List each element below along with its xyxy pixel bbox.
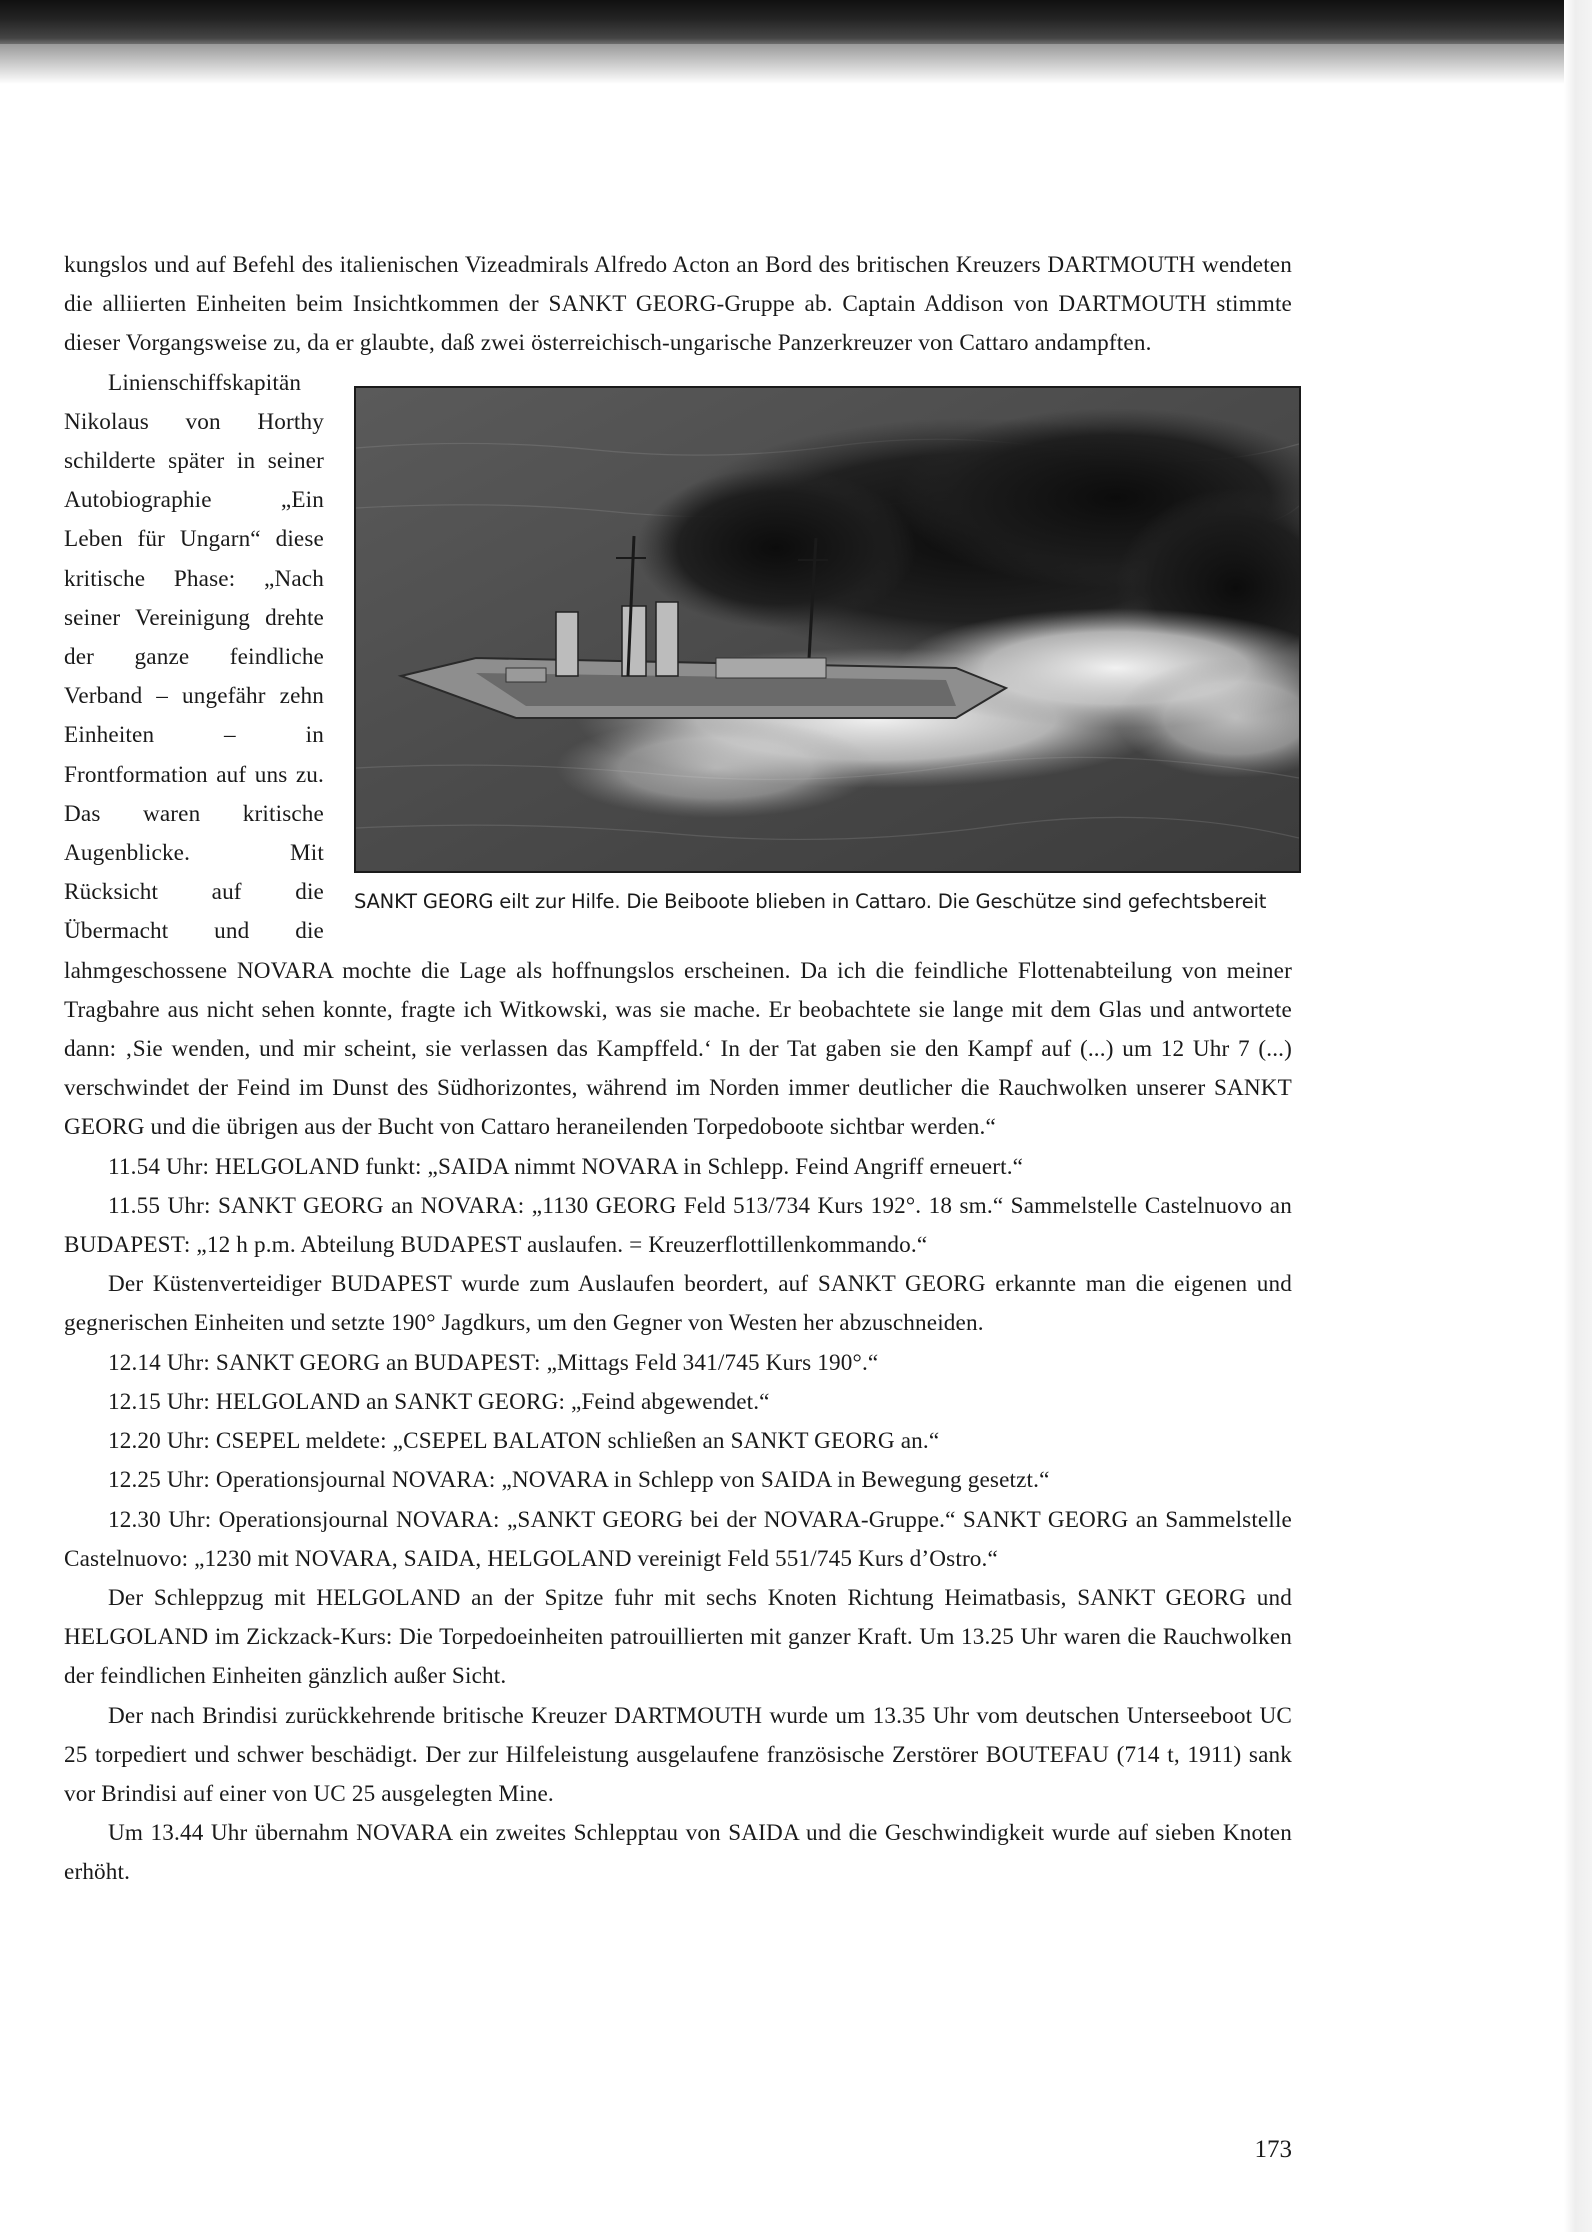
paragraph: Der Schleppzug mit HELGOLAND an der Spitze fuhr mit sechs Knoten Richtung Heimatbasis, SANKT GEORG und HELGOLAND im Zickzack-Kurs: Die Torpedoeinheiten patrouillierten mit ganzer Kraft. Um 13.25 Uhr waren die Rauchwolken der feindlichen Einheiten gänzlich außer Sicht. bbox=[64, 1584, 1292, 1690]
paragraph: 12.25 Uhr: Operationsjournal NOVARA: „NOVARA in Schlepp von SAIDA in Bewegung gesetzt.“ bbox=[108, 1467, 1050, 1494]
paragraph: Linienschiffskapitän Nikolaus von Horthy schilderte später in seiner Autobiographie „Ein Leben für Ungarn“ diese kritische Phase: „Nach seiner Vereinigung drehte der ganze feindliche Verband – ungefähr zehn Einheiten – in Frontformation auf uns zu. Das waren kritische Augenblicke. Mit Rücksicht auf die Übermacht und die lahmgeschossene NOVARA mochte die Lage als hoffnungslos erscheinen. Da ich die feindliche Flottenabteilung von meiner Tragbahre aus nicht sehen konnte, fragte ich Witkowski, was sie mache. Er beobachtete sie lange mit dem Glas und antwortete dann: ‚Sie wenden, und mir scheint, sie verlassen das Kampffeld.‘ In der Tat gaben sie den Kampf auf (...) um 12 Uhr 7 (...) verschwindet der Feind im Dunst des Südhorizontes, während im Norden immer deutlicher die Rauchwolken unserer SANKT GEORG und die übrigen aus der Bucht von Cattaro heraneilenden Torpedoboote sichtbar werden.“ bbox=[64, 369, 1292, 1141]
ship-photo bbox=[354, 386, 1301, 873]
page-number: 173 bbox=[1254, 2136, 1292, 2163]
paragraph: 11.54 Uhr: HELGOLAND funkt: „SAIDA nimmt NOVARA in Schlepp. Feind Angriff erneuert.“ bbox=[108, 1153, 1024, 1180]
paragraph: 11.55 Uhr: SANKT GEORG an NOVARA: „1130 GEORG Feld 513/734 Kurs 192°. 18 sm.“ Sammelstelle Castelnuovo an BUDAPEST: „12 h p.m. Abteilung BUDAPEST auslaufen. = Kreuzerflottillenkommando.“ bbox=[64, 1192, 1292, 1259]
paragraph: kungslos und auf Befehl des italienischen Vizeadmirals Alfredo Acton an Bord des britischen Kreuzers DARTMOUTH wendeten die alliierten Einheiten beim Insichtkommen der SANKT GEORG-Gruppe ab. Captain Addison von DARTMOUTH stimmte dieser Vorgangsweise zu, da er glaubte, daß zwei österreichisch-ungarische Panzerkreuzer von Cattaro andampften. bbox=[64, 252, 1292, 357]
paragraph: Der Küstenverteidiger BUDAPEST wurde zum Auslaufen beordert, auf SANKT GEORG erkannte man die eigenen und gegnerischen Einheiten und setzte 190° Jagdkurs, um den Gegner von Westen her abzuschneiden. bbox=[64, 1271, 1292, 1337]
paragraph: 12.30 Uhr: Operationsjournal NOVARA: „SANKT GEORG bei der NOVARA-Gruppe.“ SANKT GEORG an Sammelstelle Castelnuovo: „1230 mit NOVARA, SAIDA, HELGOLAND vereinigt Feld 551/745 Kurs d’Ostro.“ bbox=[64, 1506, 1292, 1572]
figure bbox=[354, 386, 1304, 915]
body-text bbox=[64, 246, 1292, 1893]
paragraph: 12.20 Uhr: CSEPEL meldete: „CSEPEL BALATON schließen an SANKT GEORG an.“ bbox=[108, 1428, 940, 1455]
paragraph: Um 13.44 Uhr übernahm NOVARA ein zweites Schlepptau von SAIDA und die Geschwindigkeit wurde auf sieben Knoten erhöht. bbox=[64, 1820, 1292, 1886]
figure-caption: SANKT GEORG eilt zur Hilfe. Die Beiboote blieben in Cattaro. Die Geschütze sind gefechtsbereit bbox=[354, 889, 1267, 913]
paragraph: 12.14 Uhr: SANKT GEORG an BUDAPEST: „Mittags Feld 341/745 Kurs 190°.“ bbox=[108, 1349, 879, 1376]
paragraph: Der nach Brindisi zurückkehrende britische Kreuzer DARTMOUTH wurde um 13.35 Uhr vom deutschen Unterseeboot UC 25 torpediert und schwer beschädigt. Der zur Hilfeleistung ausgelaufene französische Zerstörer BOUTEFAU (714 t, 1911) sank vor Brindisi auf einer von UC 25 ausgelegten Mine. bbox=[64, 1702, 1292, 1807]
paragraph: 12.15 Uhr: HELGOLAND an SANKT GEORG: „Feind abgewendet.“ bbox=[108, 1388, 770, 1415]
